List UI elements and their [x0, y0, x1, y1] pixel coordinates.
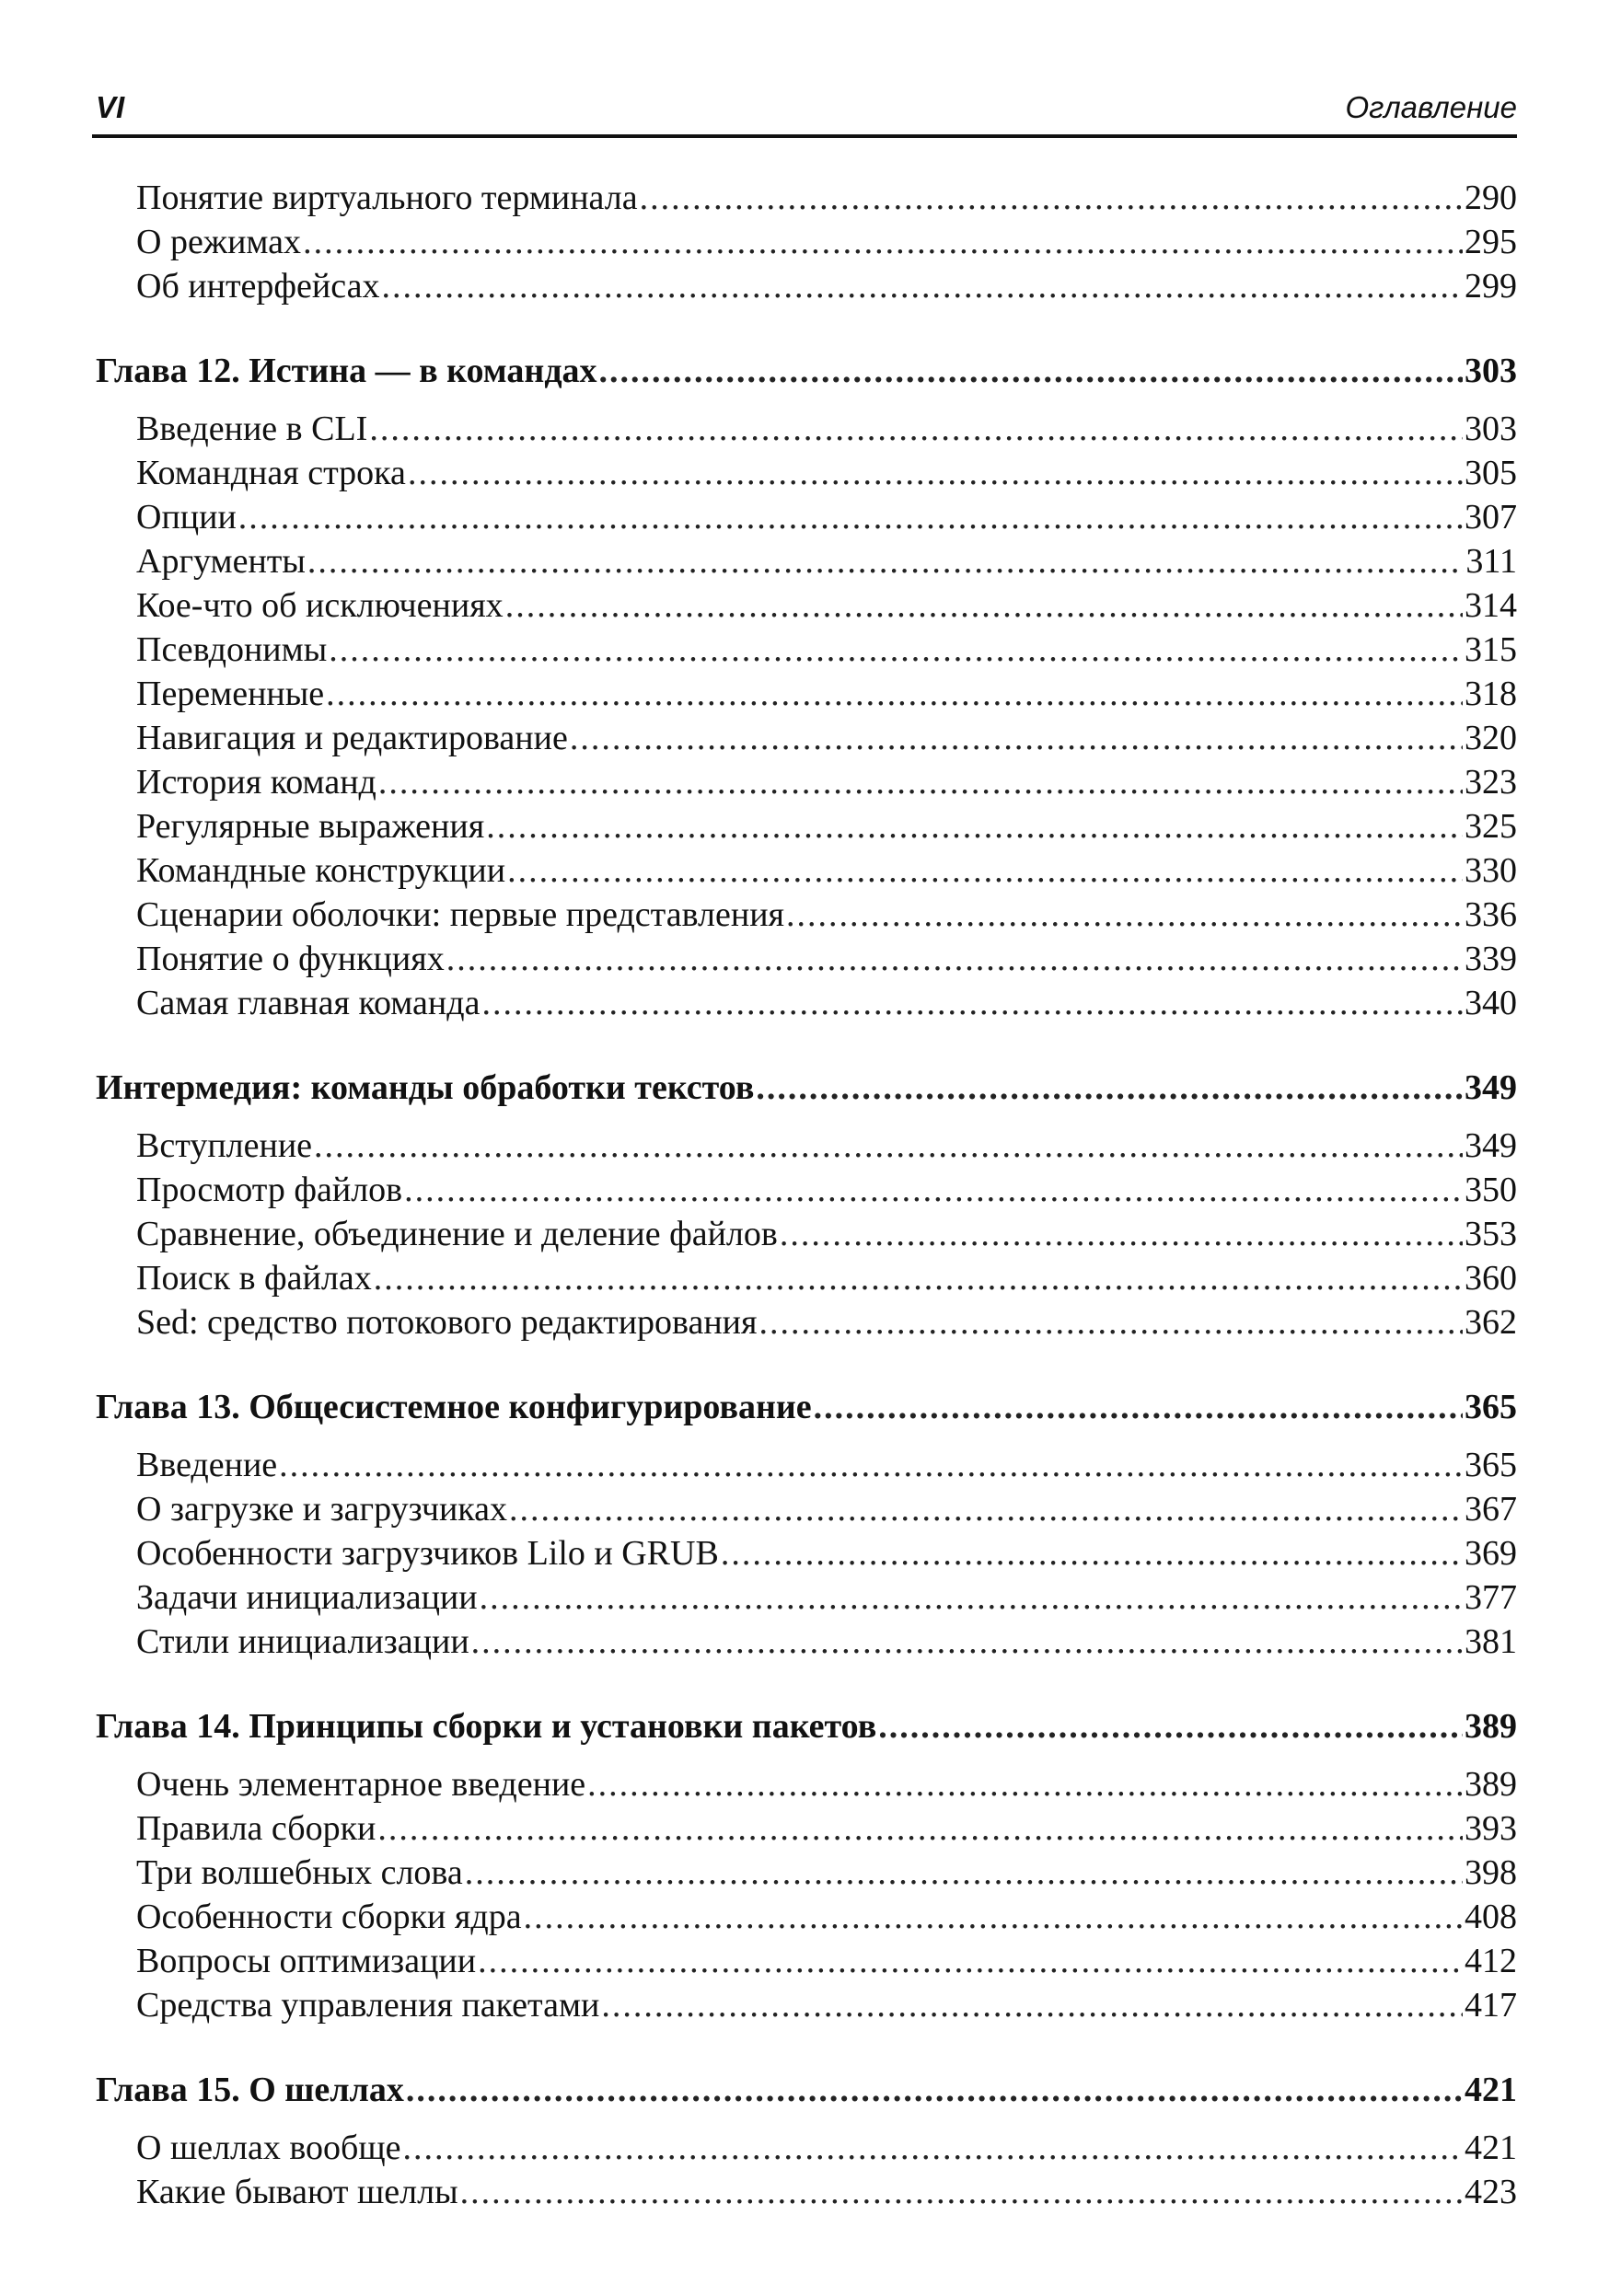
- toc-chapter-heading[interactable]: Глава 15. О шеллах ..... 421: [96, 2069, 1517, 2111]
- toc-entry[interactable]: Поиск в файлах ..... 360: [136, 1257, 1517, 1299]
- toc-entry[interactable]: Понятие о функциях ..... 339: [136, 938, 1517, 980]
- toc-entry[interactable]: Введение в CLI ..... 303: [136, 408, 1517, 450]
- dot-leader: [599, 350, 1463, 392]
- toc-entry[interactable]: Правила сборки ..... 393: [136, 1807, 1517, 1850]
- toc-entry[interactable]: Вопросы оптимизации ..... 412: [136, 1940, 1517, 1982]
- dot-leader: [279, 1444, 1463, 1486]
- toc-entry[interactable]: Навигация и редактирование ..... 320: [136, 717, 1517, 759]
- toc-chapter-heading[interactable]: Глава 13. Общесистемное конфигурирование ..... 365: [96, 1386, 1517, 1428]
- toc-entry[interactable]: Понятие виртуального терминала ..... 290: [136, 177, 1517, 219]
- toc-entry[interactable]: Особенности загрузчиков Lilo и GRUB ..... 369: [136, 1532, 1517, 1575]
- toc-entry[interactable]: Особенности сборки ядра ..... 408: [136, 1896, 1517, 1938]
- toc-entry[interactable]: Командные конструкции ..... 330: [136, 849, 1517, 892]
- toc-entry[interactable]: Командная строка ..... 305: [136, 452, 1517, 494]
- dot-leader: [460, 2171, 1463, 2213]
- toc-entry[interactable]: Стили инициализации ..... 381: [136, 1621, 1517, 1663]
- toc-entry[interactable]: Сравнение, объединение и деление файлов ..... 353: [136, 1213, 1517, 1255]
- toc-entry[interactable]: Сценарии оболочки: первые представления ..... 336: [136, 894, 1517, 936]
- dot-leader: [403, 2127, 1463, 2169]
- toc-entry[interactable]: Опции ..... 307: [136, 496, 1517, 538]
- dot-leader: [238, 496, 1463, 538]
- dot-leader: [307, 540, 1464, 583]
- dot-leader: [878, 1705, 1463, 1748]
- dot-leader: [780, 1213, 1463, 1255]
- toc-chapter-heading[interactable]: Интермедия: команды обработки текстов ..... 349: [96, 1067, 1517, 1109]
- toc-entry[interactable]: Об интерфейсах ..... 299: [136, 265, 1517, 307]
- dot-leader: [480, 1576, 1463, 1619]
- dot-leader: [509, 1488, 1463, 1530]
- dot-leader: [303, 221, 1463, 263]
- dot-leader: [524, 1896, 1463, 1938]
- toc-entry[interactable]: Какие бывают шеллы ..... 423: [136, 2171, 1517, 2213]
- dot-leader: [329, 629, 1463, 671]
- toc-entry[interactable]: Кое-что об исключениях ..... 314: [136, 584, 1517, 627]
- dot-leader: [471, 1621, 1463, 1663]
- dot-leader: [570, 717, 1463, 759]
- toc-entry[interactable]: О загрузке и загрузчиках ..... 367: [136, 1488, 1517, 1530]
- dot-leader: [408, 452, 1463, 494]
- dot-leader: [481, 982, 1463, 1024]
- dot-leader: [381, 265, 1463, 307]
- dot-leader: [721, 1532, 1463, 1575]
- toc-entry[interactable]: Три волшебных слова ..... 398: [136, 1852, 1517, 1894]
- toc-entry[interactable]: О шеллах вообще ..... 421: [136, 2127, 1517, 2169]
- dot-leader: [756, 1067, 1463, 1109]
- toc-entry[interactable]: Очень элементарное введение ..... 389: [136, 1763, 1517, 1806]
- dot-leader: [377, 1807, 1463, 1850]
- toc-chapter-heading[interactable]: Глава 14. Принципы сборки и установки пакетов ..... 389: [96, 1705, 1517, 1748]
- toc-entry[interactable]: История команд ..... 323: [136, 761, 1517, 803]
- toc-entry[interactable]: Просмотр файлов ..... 350: [136, 1169, 1517, 1211]
- toc-entry[interactable]: Самая главная команда ..... 340: [136, 982, 1517, 1024]
- toc-entry[interactable]: Sed: средство потокового редактирования ..... 362: [136, 1301, 1517, 1344]
- dot-leader: [326, 673, 1463, 715]
- dot-leader: [640, 177, 1463, 219]
- dot-leader: [814, 1386, 1463, 1428]
- toc-entry[interactable]: Вступление ..... 349: [136, 1125, 1517, 1167]
- page-number: VI: [96, 90, 125, 124]
- toc-entry[interactable]: Псевдонимы ..... 315: [136, 629, 1517, 671]
- dot-leader: [465, 1852, 1463, 1894]
- dot-leader: [374, 1257, 1463, 1299]
- dot-leader: [404, 1169, 1463, 1211]
- dot-leader: [406, 2069, 1463, 2111]
- dot-leader: [587, 1763, 1463, 1806]
- toc-entry[interactable]: Регулярные выражения ..... 325: [136, 805, 1517, 848]
- dot-leader: [378, 761, 1463, 803]
- dot-leader: [601, 1984, 1463, 2026]
- toc-entry[interactable]: Средства управления пакетами ..... 417: [136, 1984, 1517, 2026]
- toc-entry[interactable]: Введение ..... 365: [136, 1444, 1517, 1486]
- toc-entry[interactable]: Задачи инициализации ..... 377: [136, 1576, 1517, 1619]
- dot-leader: [507, 849, 1463, 892]
- dot-leader: [369, 408, 1463, 450]
- dot-leader: [486, 805, 1463, 848]
- running-title: Оглавление: [1345, 90, 1517, 124]
- dot-leader: [314, 1125, 1463, 1167]
- toc-entry[interactable]: Переменные ..... 318: [136, 673, 1517, 715]
- dot-leader: [446, 938, 1463, 980]
- toc-entry[interactable]: О режимах ..... 295: [136, 221, 1517, 263]
- toc-entry[interactable]: Аргументы ..... 311: [136, 540, 1517, 583]
- dot-leader: [786, 894, 1463, 936]
- dot-leader: [478, 1940, 1463, 1982]
- dot-leader: [759, 1301, 1464, 1344]
- dot-leader: [505, 584, 1463, 627]
- toc-chapter-heading[interactable]: Глава 12. Истина — в командах ..... 303: [96, 350, 1517, 392]
